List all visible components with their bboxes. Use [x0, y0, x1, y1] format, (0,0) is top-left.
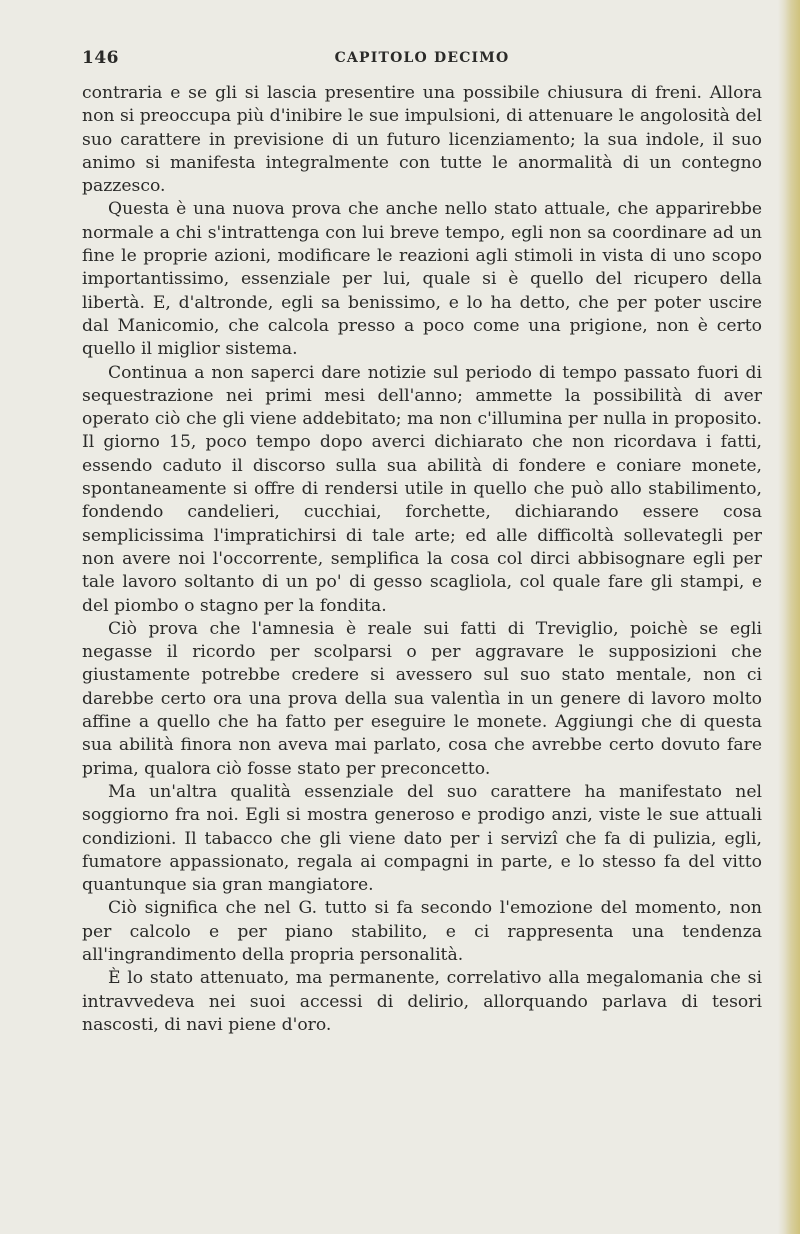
paragraph: Ma un'altra qualità essenziale del suo carattere ha manifestato nel soggiorno fra noi. Egli si mostra generoso e prodigo anzi, viste le sue attuali condizioni. Il tabacco che gli viene dato per i servizî che fa di pulizia, egli, fumatore appassionato, regala ai compagni in parte, e lo stesso fa del vitto quantunque sia gran mangiatore.	[82, 781, 762, 896]
paragraph: È lo stato attenuato, ma permanente, correlativo alla megalomania che si intravvedeva nei suoi accessi di delirio, allorquando parlava di tesori nascosti, di navi piene d'oro.	[82, 968, 762, 1035]
page-header	[82, 48, 762, 72]
body-text	[82, 82, 762, 1037]
page-number: 146	[82, 48, 119, 68]
paragraph: contraria e se gli si lascia presentire una possibile chiusura di freni. Allora non si preoccupa più d'inibire le sue impulsioni, di attenuare le angolosità del suo carattere in previsione di un futuro licenziamento; la sua indole, il suo animo si manifesta integralmente con tutte le anormalità di un contegno pazzesco.	[82, 83, 762, 197]
running-head: CAPITOLO DECIMO	[334, 50, 510, 66]
page-edge	[778, 0, 800, 1234]
paragraph: Ciò significa che nel G. tutto si fa secondo l'emozione del momento, non per calcolo e per piano stabilito, e ci rappresenta una tendenza all'ingrandimento della propria personalità.	[82, 898, 762, 965]
paragraph: Questa è una nuova prova che anche nello stato attuale, che apparirebbe normale a chi s'intrattenga con lui breve tempo, egli non sa coordinare ad un fine le proprie azioni, modificare le reazioni agli stimoli in vista di uno scopo importantissimo, essenziale per lui, quale si è quello del ricupero della libertà. E, d'altronde, egli sa benissimo, e lo ha detto, che per poter uscire dal Manicomio, che calcola presso a poco come una prigione, non è certo quello il miglior sistema.	[82, 199, 762, 360]
paragraph: Ciò prova che l'amnesia è reale sui fatti di Treviglio, poichè se egli negasse il ricordo per scolparsi o per aggravare le supposizioni che giustamente potrebbe credere si avessero sul suo stato mentale, non ci darebbe certo ora una prova della sua valentìa in un genere di lavoro molto affine a quello che ha fatto per eseguire le monete. Aggiungi che di questa sua abilità finora non aveva mai parlato, cosa che avrebbe certo dovuto fare prima, qualora ciò fosse stato per preconcetto.	[82, 618, 762, 779]
paragraph: Continua a non saperci dare notizie sul periodo di tempo passato fuori di sequestrazione nei primi mesi dell'anno; ammette la possibilità di aver operato ciò che gli viene addebitato; ma non c'illumina per nulla in proposito. Il giorno 15, poco tempo dopo averci dichiarato che non ricordava i fatti, essendo caduto il discorso sulla sua abilità di fondere e coniare monete, spontaneamente si offre di rendersi utile in quello che può allo stabilimento, fondendo candelieri, cucchiai, forchette, dichiarando essere cosa semplicissima l'impratichirsi di tale arte; ed alle difficoltà sollevategli per non avere noi l'occorrente, semplifica la cosa col dirci abbisognare egli per tale lavoro soltanto di un po' di gesso scagliola, col quale fare gli stampi, e del piombo o stagno per la fondita.	[82, 362, 762, 616]
